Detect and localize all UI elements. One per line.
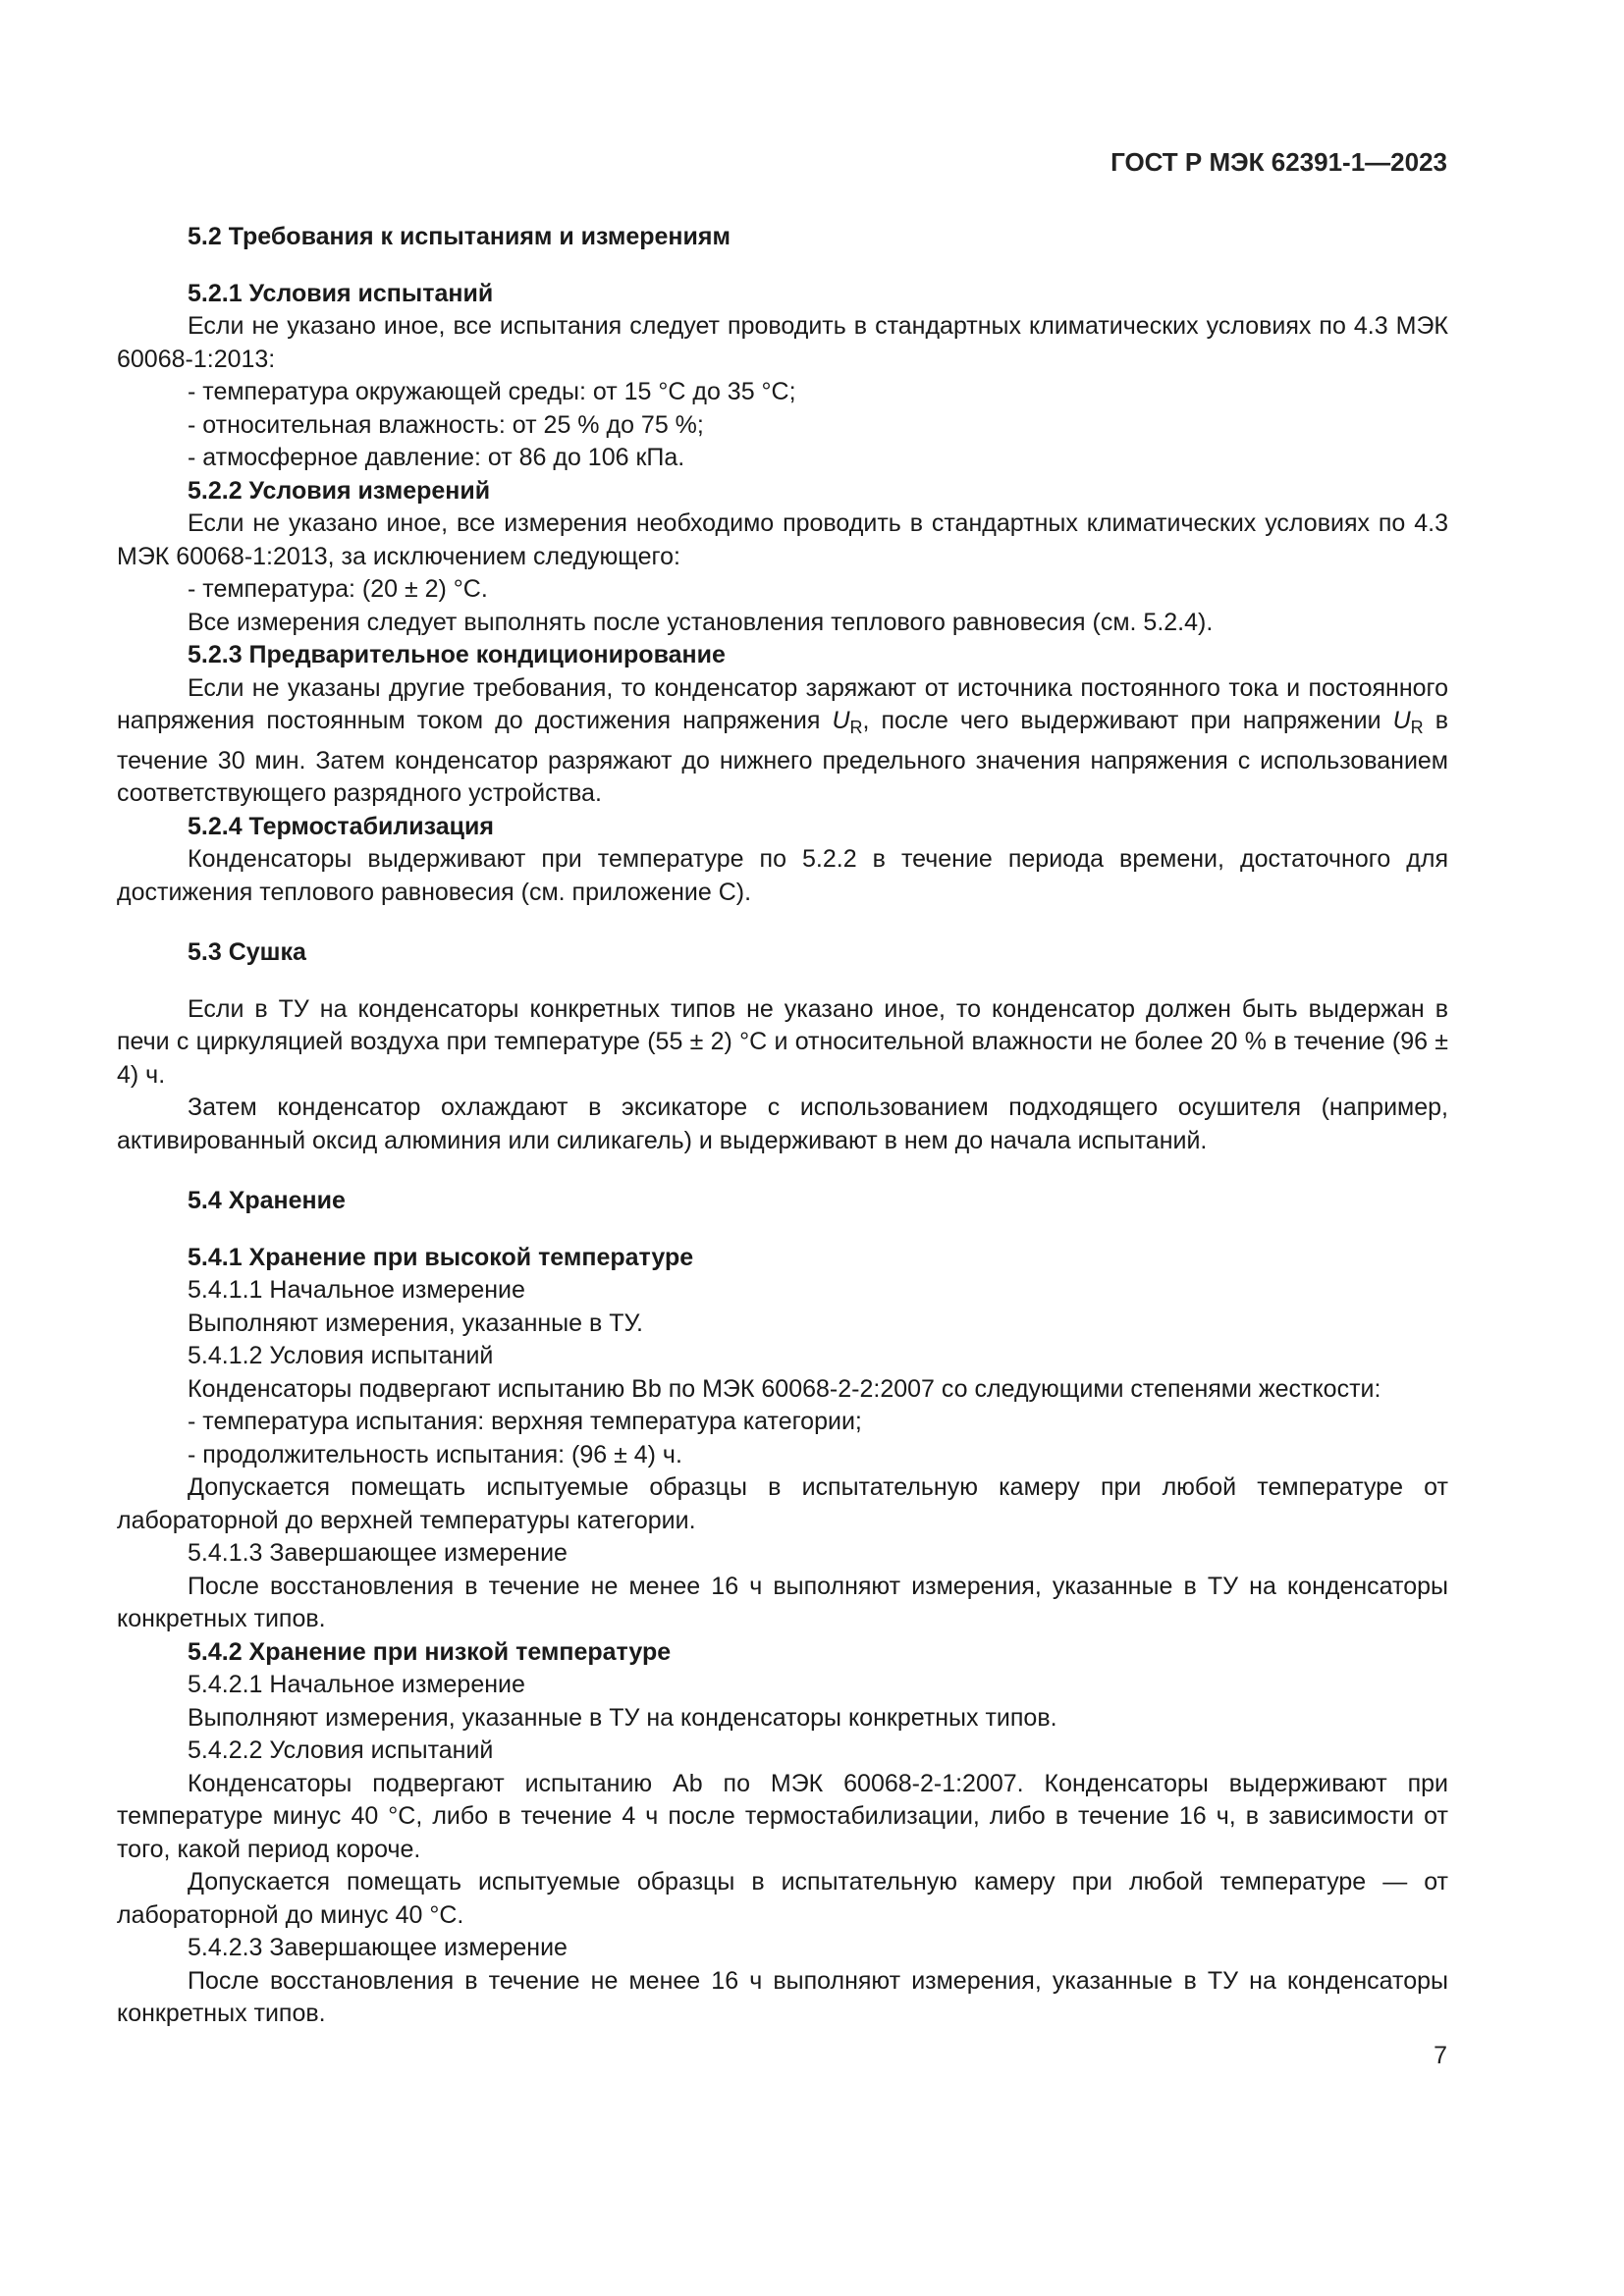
- paragraph: Выполняют измерения, указанные в ТУ на конденсаторы конкретных типов.: [188, 1703, 1057, 1732]
- list-item: - температура: (20 ± 2) °С.: [188, 575, 488, 603]
- subsection-heading: 5.4.1.1 Начальное измерение: [188, 1276, 525, 1304]
- paragraph: Все измерения следует выполнять после установления теплового равновесия (см. 5.2.4).: [188, 608, 1214, 636]
- subsection-heading: 5.4.1.2 Условия испытаний: [188, 1342, 494, 1369]
- section-title-5-4-2: 5.4.2 Хранение при низкой температуре: [188, 1637, 672, 1666]
- section-title-5-4: 5.4 Хранение: [188, 1187, 346, 1214]
- paragraph: Допускается помещать испытуемые образцы в испытательную камеру при любой температуре от лабораторной до верхней температуры категории.: [117, 1473, 1448, 1534]
- page-number: 7: [1434, 2042, 1447, 2069]
- voltage-subscript: R: [849, 718, 863, 737]
- section-title-5-2: 5.2 Требования к испытаниям и измерениям: [188, 223, 731, 250]
- paragraph: Затем конденсатор охлаждают в эксикаторе с использованием подходящего осушителя (например, активированный оксид алюминия или силикагель) и выдерживают в нем до начала испытаний.: [117, 1094, 1448, 1154]
- paragraph: После восстановления в течение не менее 16 ч выполняют измерения, указанные в ТУ на конденсаторы конкретных типов.: [117, 1966, 1448, 2027]
- voltage-symbol: U: [1392, 707, 1411, 734]
- section-title-5-2-2: 5.2.2 Условия измерений: [188, 476, 491, 505]
- paragraph: После восстановления в течение не менее 16 ч выполняют измерения, указанные в ТУ на конденсаторы конкретных типов.: [117, 1572, 1448, 1632]
- paragraph: Конденсаторы подвергают испытанию Ab по МЭК 60068-2-1:2007. Конденсаторы выдерживают при температуре минус 40 °С, либо в течение 4 ч после термостабилизации, либо в течение 16 ч, в зависимости от того, какой период короче.: [117, 1769, 1448, 1863]
- list-item: - температура окружающей среды: от 15 °С до 35 °С;: [188, 378, 796, 405]
- document-id: ГОСТ Р МЭК 62391-1—2023: [1110, 147, 1447, 177]
- subsection-heading: 5.4.1.3 Завершающее измерение: [188, 1539, 568, 1567]
- subsection-heading: 5.4.2.1 Начальное измерение: [188, 1671, 525, 1698]
- section-title-5-2-1: 5.2.1 Условия испытаний: [188, 279, 494, 307]
- section-title-5-4-1: 5.4.1 Хранение при высокой температуре: [188, 1243, 694, 1271]
- voltage-symbol: U: [832, 707, 850, 734]
- section-title-5-2-3: 5.2.3 Предварительное кондиционирование: [188, 641, 726, 668]
- list-item: - продолжительность испытания: (96 ± 4) ч.: [188, 1440, 682, 1468]
- paragraph: Выполняют измерения, указанные в ТУ.: [188, 1308, 644, 1337]
- subsection-heading: 5.4.2.2 Условия испытаний: [188, 1736, 494, 1764]
- paragraph: Если не указано иное, все измерения необходимо проводить в стандартных климатических условиях по 4.3 МЭК 60068-1:2013, за исключением следующего:: [117, 509, 1448, 570]
- list-item: - температура испытания: верхняя температура категории;: [188, 1408, 862, 1435]
- list-item: - относительная влажность: от 25 % до 75 %;: [188, 410, 704, 439]
- text-run: , после чего выдерживают при напряжении: [862, 707, 1393, 734]
- page-body: [117, 221, 1448, 2031]
- section-title-5-3: 5.3 Сушка: [188, 938, 306, 966]
- paragraph: Конденсаторы выдерживают при температуре по 5.2.2 в течение периода времени, достаточного для достижения теплового равновесия (см. приложение С).: [117, 845, 1448, 906]
- voltage-subscript: R: [1410, 718, 1424, 737]
- paragraph-with-symbols: [117, 672, 1448, 811]
- paragraph: Допускается помещать испытуемые образцы в испытательную камеру при любой температуре — от лабораторной до минус 40 °С.: [117, 1868, 1448, 1929]
- text-run: в течение 30 мин. Затем конденсатор разряжают до нижнего предельного значения напряжения с использованием соответствующего разрядного устройства.: [117, 707, 1448, 807]
- paragraph: Если в ТУ на конденсаторы конкретных типов не указано иное, то конденсатор должен быть выдержан в печи с циркуляцией воздуха при температуре (55 ± 2) °С и относительной влажности не более 20 % в течение (96 ± 4) ч.: [117, 994, 1448, 1089]
- section-title-5-2-4: 5.2.4 Термостабилизация: [188, 812, 494, 840]
- subsection-heading: 5.4.2.3 Завершающее измерение: [188, 1934, 568, 1961]
- paragraph: Конденсаторы подвергают испытанию Bb по МЭК 60068-2-2:2007 со следующими степенями жесткости:: [188, 1374, 1381, 1403]
- list-item: - атмосферное давление: от 86 до 106 кПа.: [188, 444, 685, 471]
- paragraph: Если не указано иное, все испытания следует проводить в стандартных климатических условиях по 4.3 МЭК 60068-1:2013:: [117, 312, 1448, 373]
- text-run: Если не указаны другие требования, то конденсатор заряжают от источника постоянного тока и постоянного напряжения постоянным током до достижения напряжения: [117, 673, 1448, 734]
